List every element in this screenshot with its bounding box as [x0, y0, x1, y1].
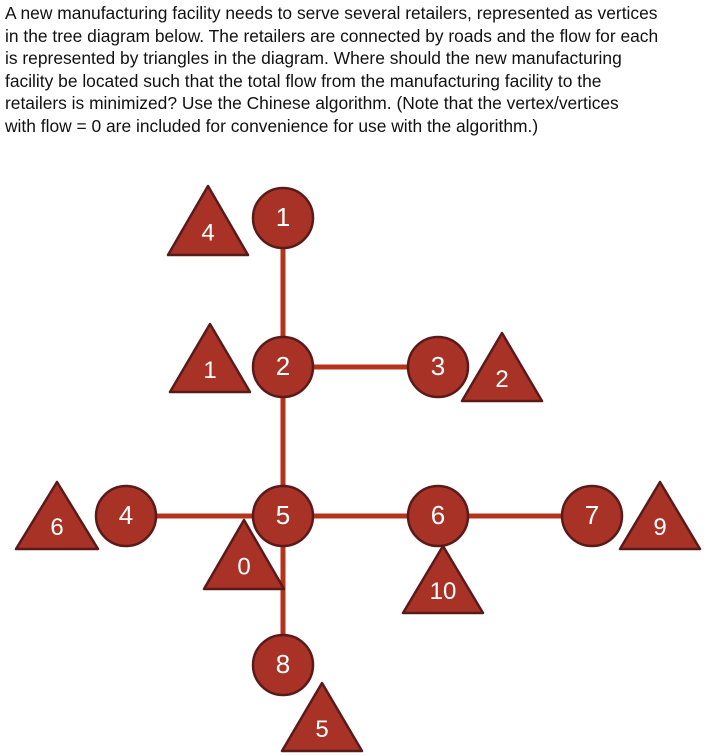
vertex-7: [562, 486, 622, 546]
flow-value: 10: [429, 578, 457, 606]
flow-value: 9: [653, 514, 667, 542]
vertex-1: [253, 188, 313, 248]
vertex-4: [96, 486, 156, 546]
flow-triangle-3: [462, 333, 542, 401]
flow-value: 6: [50, 514, 64, 542]
vertex-5: [253, 486, 313, 546]
vertex-label: 8: [275, 648, 291, 679]
vertex-6: [408, 486, 468, 546]
problem-line: with flow = 0 are included for convenience for use with the algorithm.): [5, 115, 539, 136]
flow-triangle-2: [170, 324, 250, 392]
vertex-8: [253, 635, 313, 695]
vertex-3: [408, 337, 468, 397]
problem-line: A new manufacturing facility needs to serve several retailers, represented as vertices: [5, 3, 658, 23]
flow-triangles: [16, 186, 700, 751]
vertex-label: 3: [430, 350, 446, 381]
problem-line: facility be located such that the total flow from the manufacturing facility to the: [5, 70, 602, 91]
vertex-2: [253, 337, 313, 397]
vertex-label: 7: [584, 499, 600, 530]
flow-triangle-1: [168, 186, 248, 255]
edges: [126, 218, 592, 665]
flow-value: 4: [201, 219, 215, 247]
vertex-label: 4: [118, 499, 134, 530]
flow-value: 2: [495, 365, 509, 393]
flow-triangle-4: [16, 482, 98, 549]
flow-value: 5: [315, 715, 329, 743]
vertex-label: 2: [275, 350, 291, 381]
problem-line: is represented by triangles in the diagram. Where should the new manufacturing: [5, 48, 622, 68]
vertices: [96, 188, 622, 695]
flow-triangle-6: [403, 546, 483, 613]
problem-line: retailers is minimized? Use the Chinese algorithm. (Note that the vertex/vertices: [5, 93, 619, 113]
vertex-label: 5: [275, 499, 291, 530]
flow-value: 1: [203, 356, 217, 384]
problem-line: in the tree diagram below. The retailers are connected by roads and the flow for each: [5, 25, 659, 46]
flow-value: 0: [237, 553, 251, 581]
flow-triangle-7: [620, 482, 700, 549]
vertex-label: 1: [275, 201, 291, 232]
vertex-label: 6: [430, 499, 446, 530]
